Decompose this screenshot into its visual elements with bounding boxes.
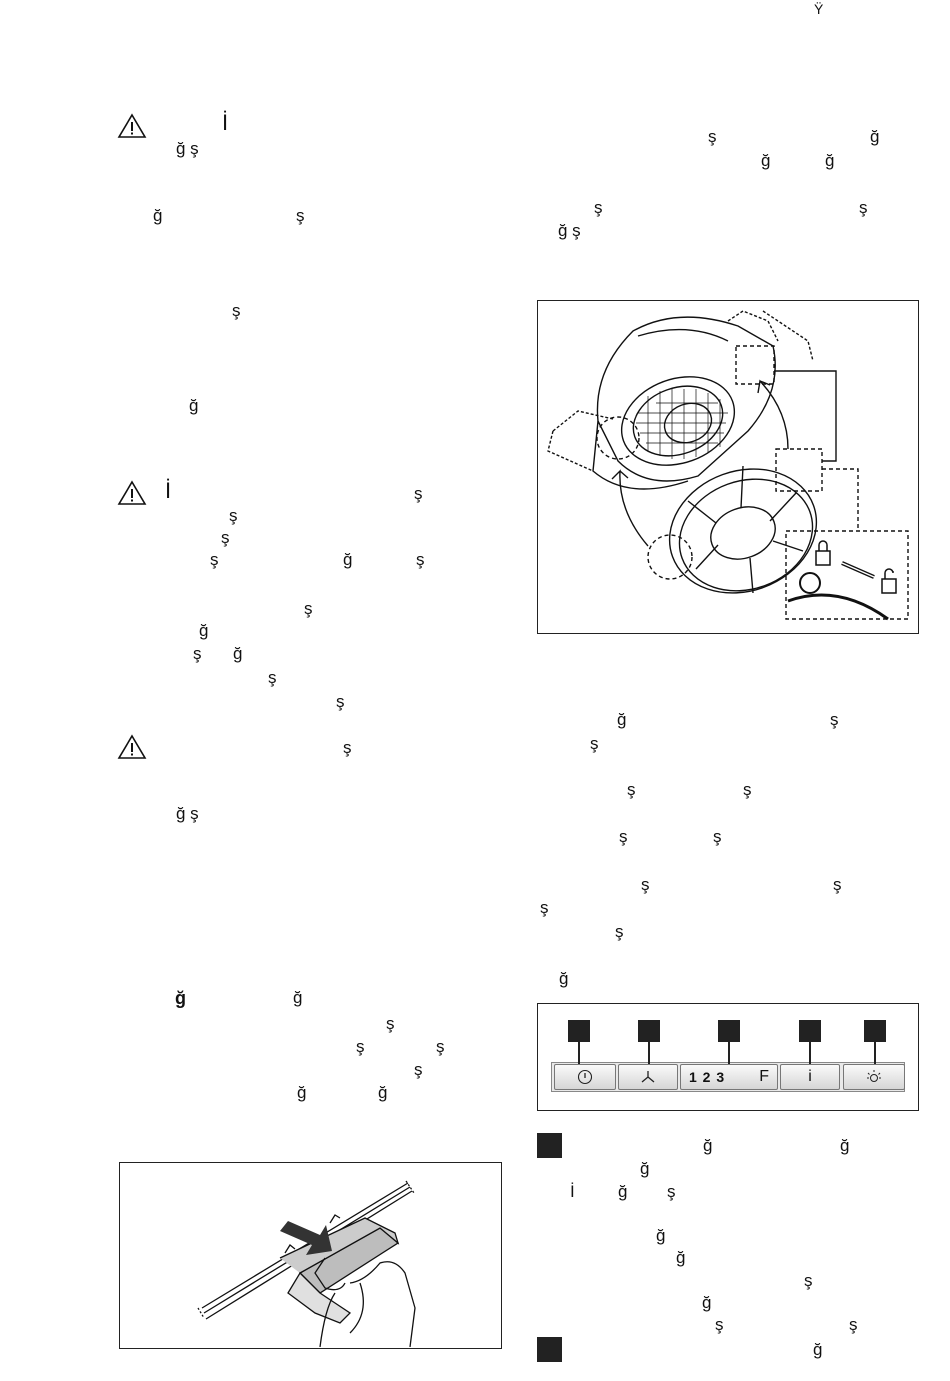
text-glyph: ğ ş: [176, 139, 199, 158]
text-glyph: ğ: [617, 710, 627, 729]
text-glyph: ş: [436, 1037, 445, 1056]
text-glyph: ş: [833, 875, 842, 894]
text-glyph: ş: [708, 127, 717, 146]
fan-button[interactable]: [618, 1064, 678, 1090]
unlock-icon: [882, 569, 896, 593]
text-glyph: ğ: [199, 621, 209, 640]
text-glyph: ş: [414, 484, 423, 503]
grease-filter-illustration: [119, 1162, 502, 1349]
text-glyph: ğ: [153, 206, 163, 225]
text-glyph: ş: [713, 827, 722, 846]
text-glyph: ğ: [676, 1248, 686, 1267]
text-glyph: ğ: [297, 1083, 307, 1102]
text-glyph: ş: [414, 1060, 423, 1079]
text-glyph: ş: [641, 875, 650, 894]
text-glyph: ş: [229, 506, 238, 525]
text-glyph: ğ: [640, 1159, 650, 1178]
text-glyph: ğ: [761, 151, 771, 170]
text-glyph: ğ: [825, 151, 835, 170]
text-glyph: ş: [416, 550, 425, 569]
text-glyph: ş: [221, 528, 230, 547]
light-icon: [866, 1069, 882, 1085]
text-glyph: ş: [590, 734, 599, 753]
text-glyph: ğ: [656, 1226, 666, 1245]
text-glyph: ş: [296, 206, 305, 225]
warning-icon: [117, 734, 147, 760]
text-glyph: ş: [849, 1315, 858, 1334]
warning-icon: [117, 480, 147, 506]
light-button[interactable]: [843, 1064, 905, 1090]
text-glyph: İ: [165, 478, 172, 503]
lock-icon: [816, 541, 830, 565]
text-glyph: ş: [386, 1014, 395, 1033]
text-glyph: ğ: [618, 1182, 628, 1201]
text-glyph: ğ ş: [558, 221, 581, 240]
text-glyph: ş: [540, 898, 549, 917]
text-glyph: İ: [570, 1182, 575, 1201]
control-panel-illustration: [537, 1003, 919, 1111]
text-glyph: ğ: [175, 988, 186, 1008]
text-glyph: ğ: [233, 644, 243, 663]
fan-icon: [639, 1069, 657, 1085]
text-glyph: ş: [336, 692, 345, 711]
text-glyph: ş: [356, 1037, 365, 1056]
text-glyph: ğ: [293, 988, 303, 1007]
text-glyph: ş: [667, 1182, 676, 1201]
text-glyph: ş: [627, 780, 636, 799]
text-glyph: ş: [594, 198, 603, 217]
text-glyph: ğ: [813, 1340, 823, 1359]
text-glyph: ş: [210, 550, 219, 569]
text-glyph: İ: [222, 110, 229, 135]
text-glyph: ğ: [703, 1136, 713, 1155]
text-glyph: ş: [343, 738, 352, 757]
text-glyph: ş: [830, 710, 839, 729]
info-button[interactable]: i: [780, 1064, 840, 1090]
text-glyph: ş: [859, 198, 868, 217]
double-arrow-icon: [842, 563, 874, 577]
text-glyph: ğ: [189, 396, 199, 415]
text-glyph: ş: [615, 922, 624, 941]
text-glyph: ş: [268, 668, 277, 687]
text-glyph: ğ ş: [176, 804, 199, 823]
text-glyph: ğ: [840, 1136, 850, 1155]
text-glyph: ş: [304, 599, 313, 618]
text-glyph: ş: [619, 827, 628, 846]
text-glyph: ş: [232, 301, 241, 320]
header-mark: Ÿ: [814, 1, 824, 17]
text-glyph: ş: [804, 1271, 813, 1290]
text-glyph: ğ: [559, 969, 569, 988]
speed-display: 1 2 3 F: [680, 1064, 778, 1090]
warning-icon: [117, 113, 147, 139]
power-icon: [577, 1069, 593, 1085]
filter-install-illustration: [537, 300, 919, 634]
text-glyph: ğ: [343, 550, 353, 569]
callout-square-1: [537, 1133, 562, 1158]
text-glyph: ş: [715, 1315, 724, 1334]
power-button[interactable]: [554, 1064, 616, 1090]
text-glyph: ğ: [702, 1293, 712, 1312]
text-glyph: ğ: [870, 127, 880, 146]
text-glyph: ş: [193, 644, 202, 663]
callout-square-2: [537, 1337, 562, 1362]
text-glyph: ş: [743, 780, 752, 799]
text-glyph: ğ: [378, 1083, 388, 1102]
